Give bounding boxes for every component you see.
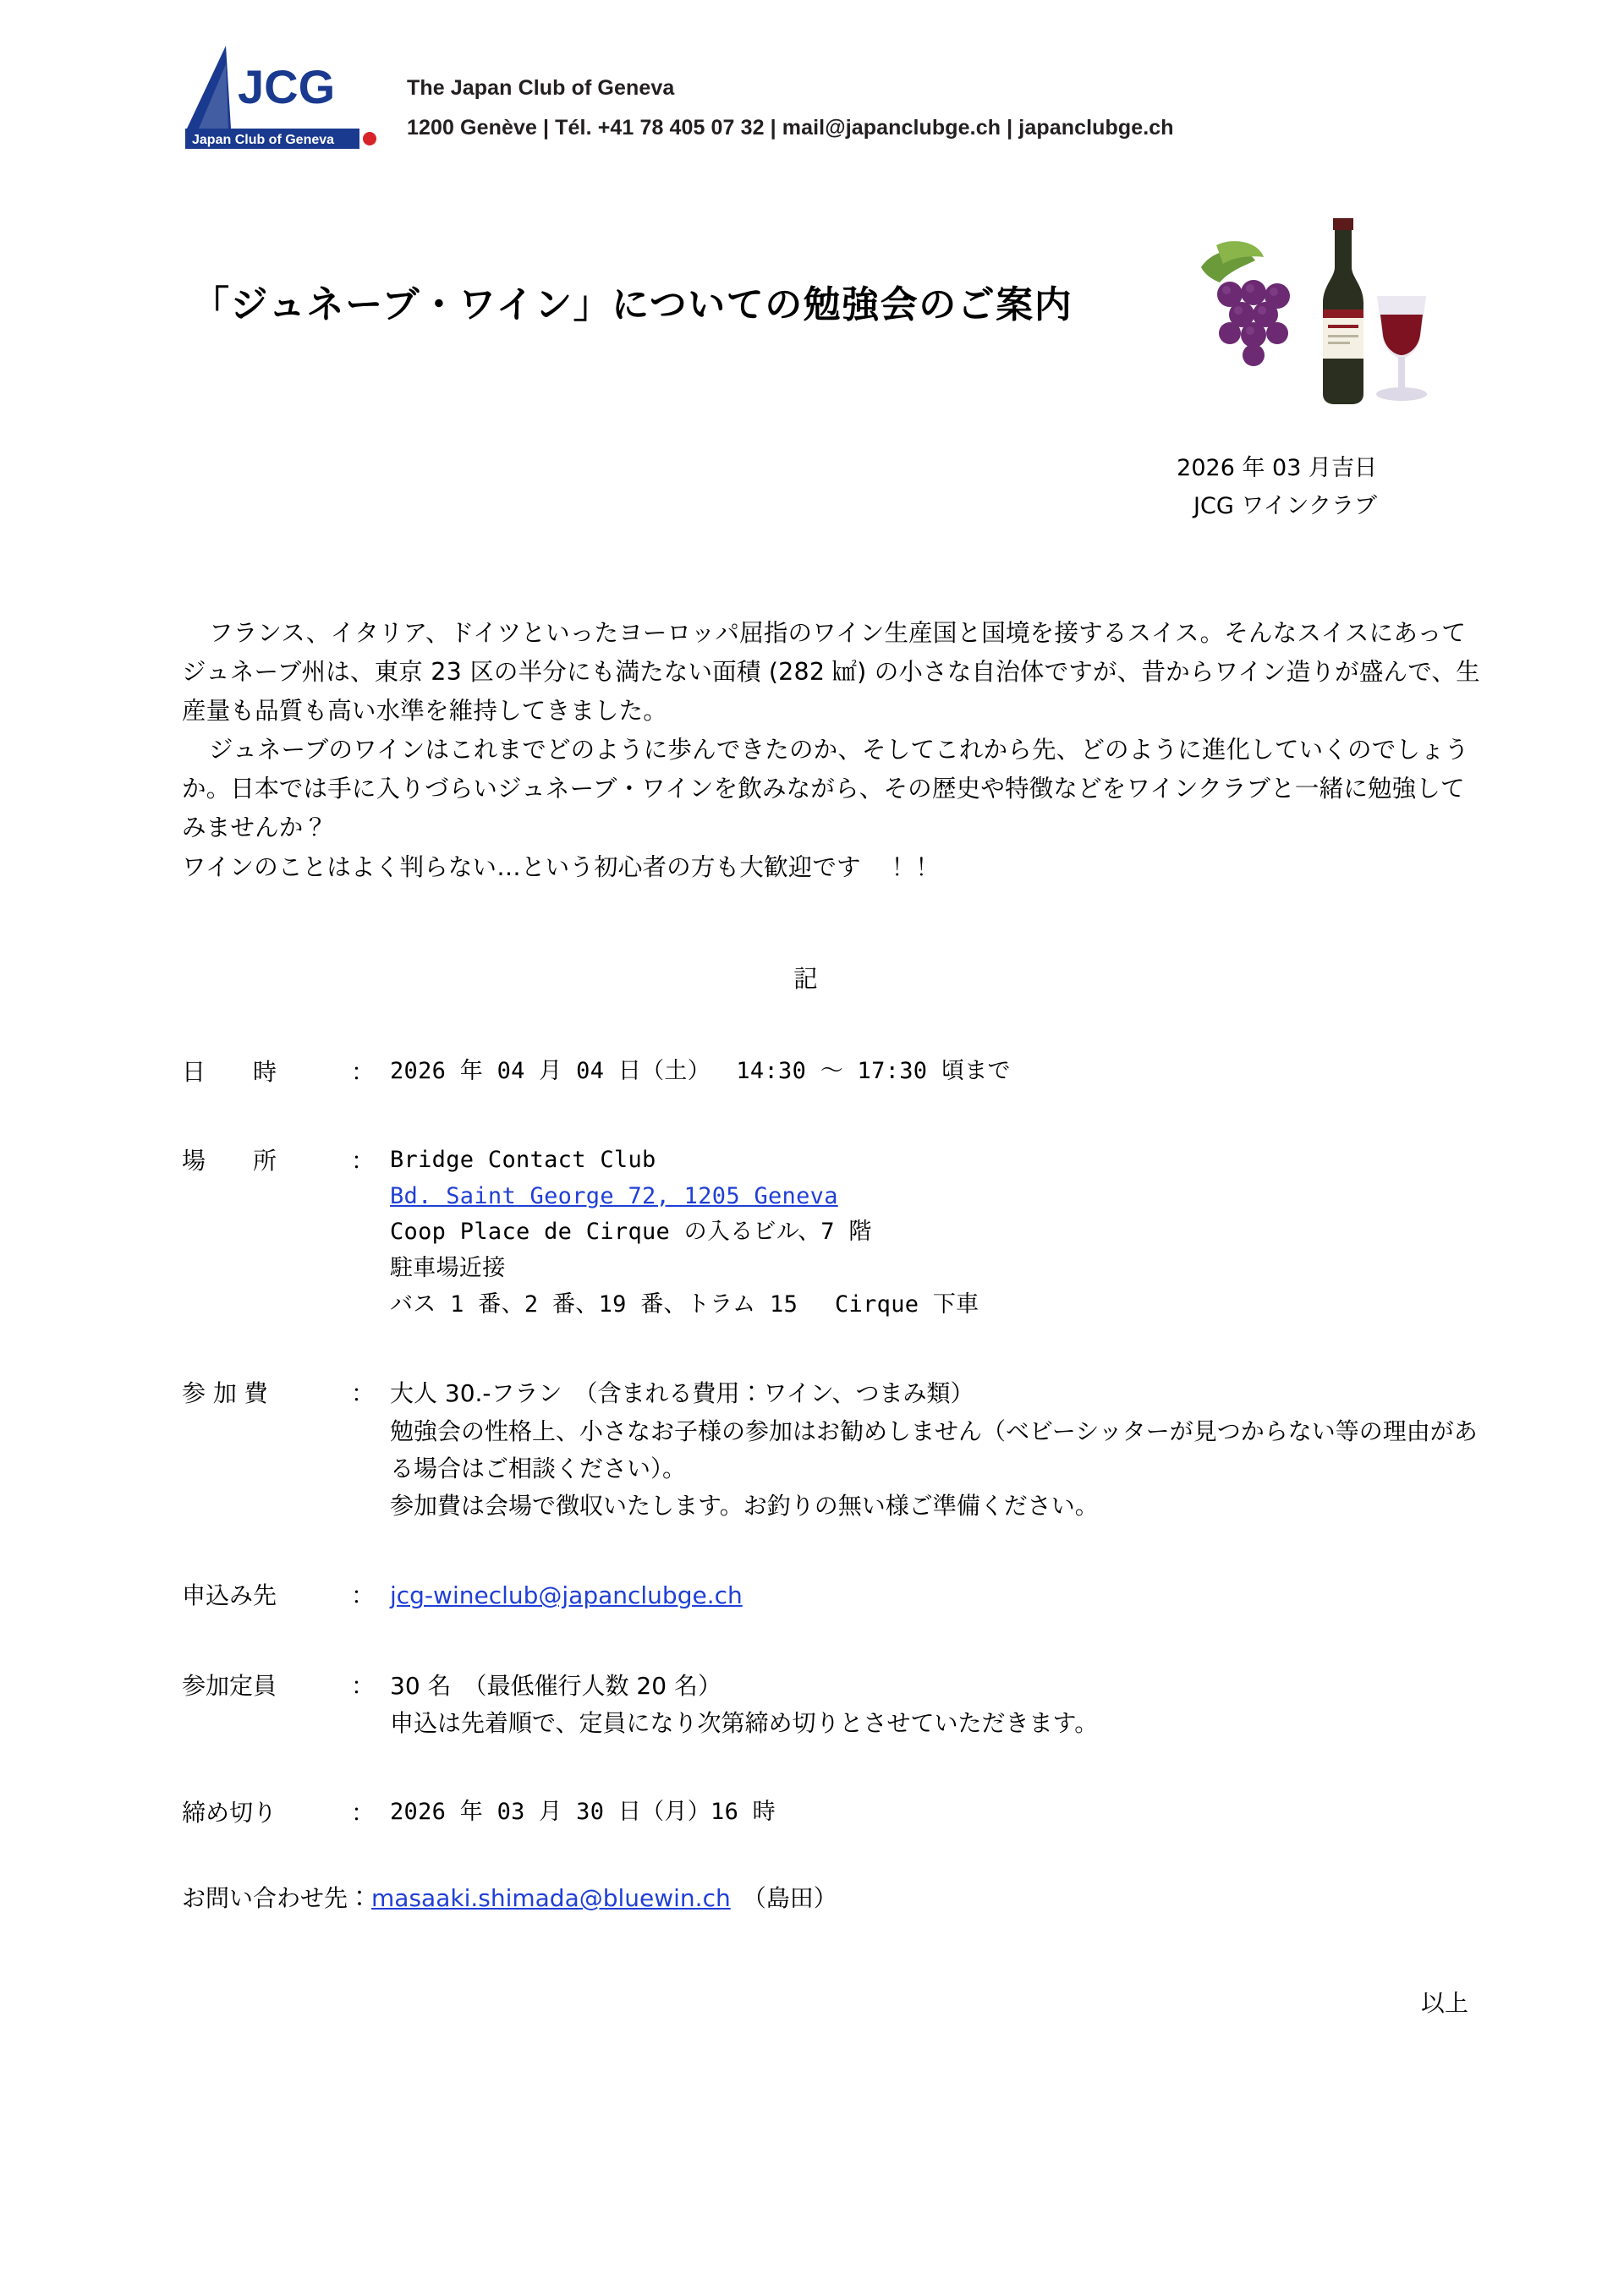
- page-title: 「ジュネーブ・ワイン」についての勉強会のご案内: [192, 283, 1073, 326]
- value-datetime: 2026 年 04 月 04 日（土） 14:30 ～ 17:30 頃まで: [390, 1057, 1011, 1084]
- colon-apply: ：: [351, 1581, 376, 1610]
- paragraph-1: フランス、イタリア、ドイツといったヨーロッパ屈指のワイン生産国と国境を接するスイス。そんなスイスにあってジュネーブ州は、東京 23 区の半分にも満たない面積 (282 ㎢) の小さな自治体ですが、昔からワイン造りが盛んで、生産量も品質も高い水準を維持してきました。: [182, 618, 1480, 725]
- svg-text:JCG: JCG: [238, 60, 336, 113]
- fee-note-payment: 参加費は会場で徴収いたします。お釣りの無い様ご準備ください。: [390, 1492, 1099, 1521]
- inquiry-prefix: お問い合わせ先：: [182, 1884, 372, 1913]
- value-place: [390, 1143, 1480, 1323]
- place-transport: バス 1 番、2 番、19 番、トラム 15 Cirque 下車: [390, 1290, 979, 1318]
- organization-contact: 1200 Genève | Tél. +41 78 405 07 32 | mail@japanclubge.ch | japanclubge.ch: [407, 115, 1174, 140]
- jcg-logo-icon: [182, 41, 378, 156]
- detail-row-place: [182, 1143, 1480, 1323]
- inquiry-line: [182, 1880, 1480, 1914]
- document-header: [182, 0, 1480, 156]
- body-text: [182, 614, 1480, 887]
- paragraph-3: ワインのことはよく判らない…という初心者の方も大歓迎です ！！: [182, 852, 934, 881]
- detail-row-capacity: [182, 1668, 1480, 1742]
- colon-deadline: ：: [351, 1799, 376, 1827]
- inquiry-email-link[interactable]: masaaki.shimada@bluewin.ch: [371, 1884, 731, 1913]
- colon-fee: ：: [351, 1379, 376, 1408]
- fee-amount: 大人 30.-フラン （含まれる費用：ワイン、つまみ類）: [390, 1379, 974, 1408]
- label-datetime: 日 時: [182, 1057, 277, 1086]
- label-capacity: 参加定員: [182, 1671, 277, 1700]
- value-capacity: [390, 1668, 1480, 1742]
- detail-row-fee: [182, 1375, 1480, 1525]
- fee-note-children: 勉強会の性格上、小さなお子様の参加はお勧めしません（ベビーシッターが見つからない等の理由がある場合はご相談ください）。: [390, 1417, 1478, 1482]
- svg-text:Japan Club of Geneva: Japan Club of Geneva: [192, 133, 335, 147]
- title-row: [182, 233, 1480, 394]
- label-place: 場 所: [182, 1147, 277, 1175]
- date-block: [182, 450, 1480, 526]
- capacity-note: 申込は先着順で、定員になり次第締め切りとさせていただきます。: [390, 1708, 1099, 1737]
- place-address-link[interactable]: Bd. Saint George 72, 1205 Geneva: [390, 1182, 838, 1209]
- header-text-block: [407, 41, 1174, 145]
- detail-row-datetime: [182, 1054, 1480, 1090]
- colon-place: ：: [351, 1147, 376, 1175]
- apply-email-link[interactable]: jcg-wineclub@japanclubge.ch: [390, 1581, 743, 1610]
- wine-bottle-grapes-icon: [1186, 215, 1440, 411]
- detail-row-apply: [182, 1577, 1480, 1614]
- jcg-logo: [182, 41, 378, 156]
- organization-name: The Japan Club of Geneva: [407, 76, 675, 100]
- colon-datetime: ：: [351, 1057, 376, 1086]
- place-building: Coop Place de Cirque の入るビル、7 階: [390, 1219, 872, 1246]
- value-fee: [390, 1375, 1480, 1525]
- wine-illustration: [1186, 215, 1440, 411]
- value-deadline: 2026 年 03 月 30 日（月）16 時: [390, 1799, 776, 1826]
- value-apply: [390, 1577, 1480, 1614]
- issuing-club: JCG ワインクラブ: [1193, 492, 1377, 519]
- place-venue: Bridge Contact Club: [390, 1147, 656, 1174]
- colon-capacity: ：: [351, 1671, 376, 1700]
- label-apply: 申込み先: [182, 1581, 277, 1610]
- capacity-count: 30 名 （最低催行人数 20 名）: [390, 1671, 721, 1700]
- label-fee: 参 加 費: [182, 1379, 268, 1408]
- detail-row-deadline: [182, 1795, 1480, 1831]
- details-list: [182, 1054, 1480, 1832]
- issue-date: 2026 年 03 月吉日: [1177, 455, 1377, 481]
- inquiry-suffix: （島田）: [730, 1884, 837, 1913]
- label-deadline: 締め切り: [182, 1799, 277, 1827]
- ki-marker: 記: [793, 964, 818, 993]
- paragraph-2: ジュネーブのワインはこれまでどのように歩んできたのか、そしてこれから先、どのように進化していくのでしょうか。日本では手に入りづらいジュネーブ・ワインを飲みながら、その歴史や特徴などをワインクラブと一緒に勉強してみませんか？: [182, 736, 1469, 842]
- place-parking: 駐車場近接: [390, 1255, 506, 1282]
- closing-mark: 以上: [1420, 1989, 1468, 2018]
